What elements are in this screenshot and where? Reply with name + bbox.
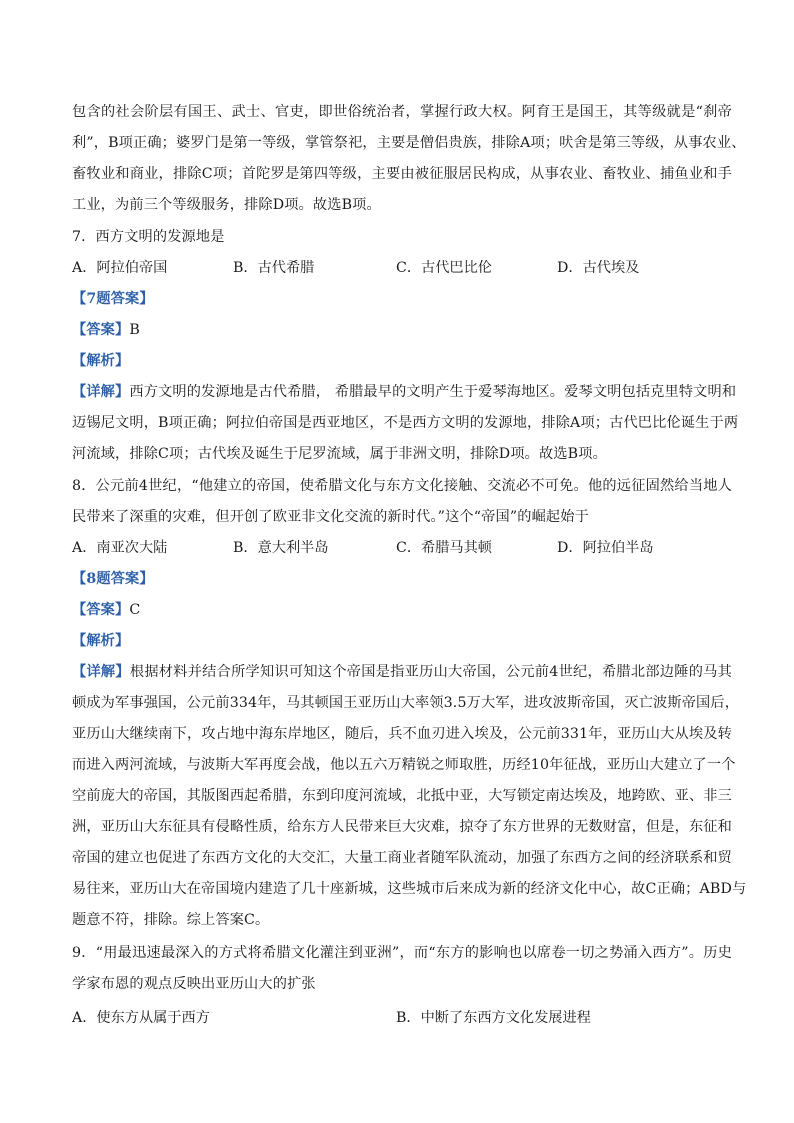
detail-label: 【详解】 xyxy=(72,664,130,680)
q9-option-b: B．中断了东西方文化发展进程 xyxy=(396,1010,591,1026)
q6-explanation-line: 工业，为前三个等级服务，排除D项。故选B项。 xyxy=(72,197,381,213)
q7-option-b: B．古代希腊 xyxy=(233,260,315,276)
q8-detail-line: 空前庞大的帝国，其版图西起希腊，东到印度河流域，北抵中亚，大写锁定南达埃及，地跨欧、亚、非三 xyxy=(72,788,732,804)
q8-stem-line: 8．公元前4世纪，“他建立的帝国，使希腊文化与东方文化接触、交流必不可免。他的远征固然给当地人 xyxy=(72,478,732,494)
q8-analysis-heading: 【解析】 xyxy=(72,633,130,649)
q8-option-d: D．阿拉伯半岛 xyxy=(557,540,654,556)
q8-option-c: C．希腊马其顿 xyxy=(396,540,492,556)
q7-detail-line xyxy=(72,382,737,402)
answer-value: B xyxy=(129,322,140,338)
q8-detail-line: 易往来，亚历山大在帝国境内建造了几十座新城，这些城市后来成为新的经济文化中心，故C正确；ABD与 xyxy=(72,881,747,897)
q7-option-c: C．古代巴比伦 xyxy=(396,260,492,276)
q6-explanation-line: 利”，B项正确；婆罗门是第一等级，掌管祭祀，主要是僧侣贵族，排除A项；吠舍是第三等级，从事农业、 xyxy=(72,135,746,151)
q7-stem: 7．西方文明的发源地是 xyxy=(72,229,225,245)
answer-label: 【答案】 xyxy=(72,602,130,618)
q9-stem-line: 学家布恩的观点反映出亚历山大的扩张 xyxy=(72,976,316,992)
q8-detail-line: 而进入两河流域，与波斯大军再度会战，他以五六万精锐之师取胜，历经10年征战，亚历山大建立了一个 xyxy=(72,757,736,773)
q8-answer-heading: 【8题答案】 xyxy=(72,571,154,587)
q6-explanation-line: 畜牧业和商业，排除C项；首陀罗是第四等级，主要由被征服居民构成，从事农业、畜牧业、捕鱼业和手 xyxy=(72,166,732,182)
answer-label: 【答案】 xyxy=(72,322,130,338)
q8-option-b: B．意大利半岛 xyxy=(233,540,329,556)
q8-detail-line xyxy=(72,662,732,682)
q8-stem-line: 民带来了深重的灾难，但开创了欧亚非文化交流的新时代。”这个“帝国”的崛起始于 xyxy=(72,509,589,525)
q8-detail-line: 帝国的建立也促进了东西方文化的大交汇，大量工商业者随军队流动，加强了东西方之间的经济联系和贸 xyxy=(72,850,732,866)
detail-text: 西方文明的发源地是古代希腊， 希腊最早的文明产生于爱琴海地区。爱琴文明包括克里特文明和 xyxy=(129,384,737,400)
detail-text: 根据材料并结合所学知识可知这个帝国是指亚历山大帝国，公元前4世纪，希腊北部边陲的马其 xyxy=(129,664,732,680)
detail-label: 【详解】 xyxy=(72,384,130,400)
q8-detail-line: 洲，亚历山大东征具有侵略性质，给东方人民带来巨大灾难，掠夺了东方世界的无数财富，但是，东征和 xyxy=(72,819,732,835)
q7-analysis-heading: 【解析】 xyxy=(72,353,130,369)
q7-detail-line: 迈锡尼文明，B项正确；阿拉伯帝国是西亚地区，不是西方文明的发源地，排除A项；古代巴比伦诞生于两 xyxy=(72,415,739,431)
q8-option-a: A．南亚次大陆 xyxy=(72,540,168,556)
q6-explanation-line: 包含的社会阶层有国王、武士、官吏，即世俗统治者，掌握行政大权。阿育王是国王，其等级就是“刹帝 xyxy=(72,104,732,120)
q7-detail-line: 河流域，排除C项；古代埃及诞生于尼罗流域，属于非洲文明，排除D项。故选B项。 xyxy=(72,446,607,462)
q7-answer-heading: 【7题答案】 xyxy=(72,291,154,307)
q7-option-a: A．阿拉伯帝国 xyxy=(72,260,168,276)
answer-value: C xyxy=(129,602,141,618)
q9-stem-line: 9．“用最迅速最深入的方式将希腊文化灌注到亚洲”，而“东方的影响也以席卷一切之势涌入西方”。历史 xyxy=(72,945,732,961)
q7-option-d: D．古代埃及 xyxy=(557,260,640,276)
q9-option-a: A．使东方从属于西方 xyxy=(72,1010,210,1026)
q8-detail-line: 题意不符，排除。综上答案C。 xyxy=(72,912,270,928)
q8-detail-line: 亚历山大继续南下，攻占地中海东岸地区，随后，兵不血刃进入埃及，公元前331年，亚历山大从埃及转 xyxy=(72,726,732,742)
q7-answer xyxy=(72,320,732,340)
q8-answer xyxy=(72,600,732,620)
q8-detail-line: 顿成为军事强国，公元前334年，马其顿国王亚历山大率领3.5万大军，进攻波斯帝国，灭亡波斯帝国后， xyxy=(72,695,740,711)
